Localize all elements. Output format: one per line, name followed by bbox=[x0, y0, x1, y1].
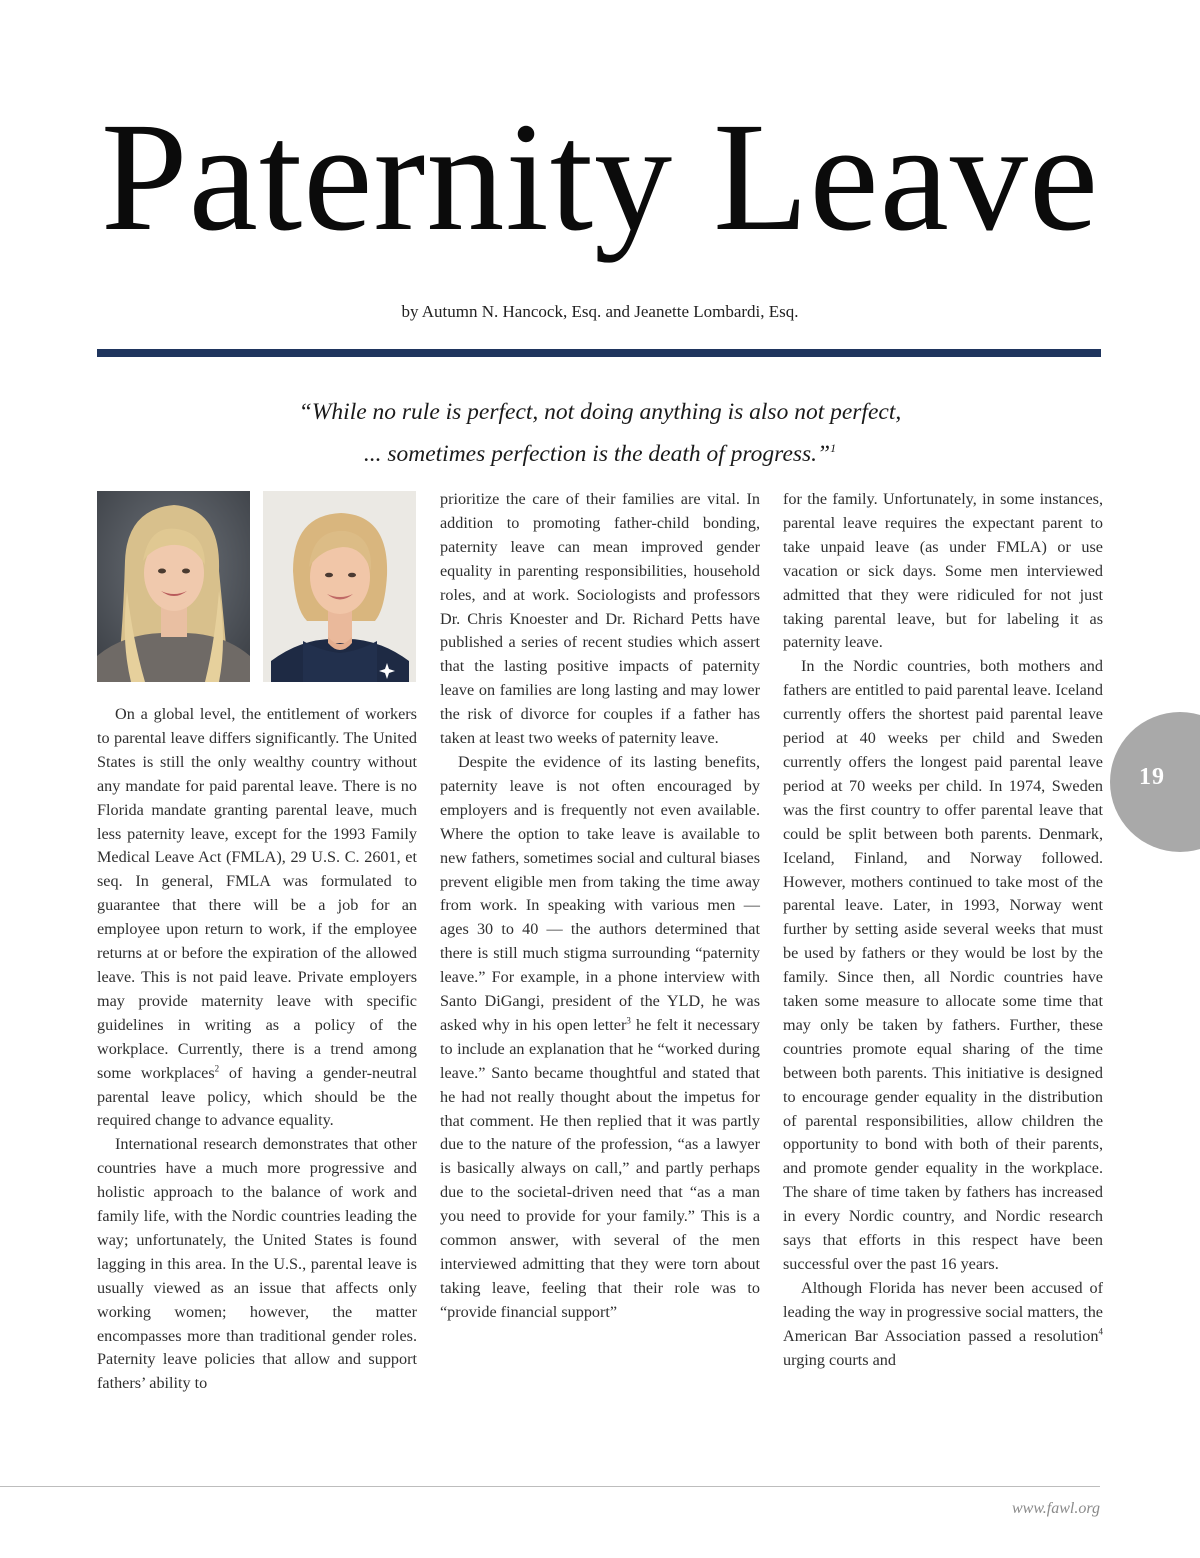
body-text: he felt it necessary to include an explanation that he “worked during leave.” Santo became thoughtful and stated that he had not really thought about the impetus for that comment. He then replied that it was partly due to the nature of the profession, “as a lawyer is basically always on call,” and partly perhaps due to the societal-driven need that “as a man you need to provide for your family.” This is a common answer, with several of the men interviewed admitting that they were torn about taking leave, feeling that their role was to “provide financial support” bbox=[440, 1015, 761, 1321]
body-paragraph bbox=[783, 488, 1103, 655]
body-text: of having a gender-neutral parental leave policy, which should be the required change to advance equality. bbox=[97, 1063, 417, 1130]
body-text: urging courts and bbox=[783, 1350, 896, 1369]
body-text: prioritize the care of their families are vital. In addition to promoting father-child bonding, paternity leave can mean improved gender equality in parenting responsibilities, household roles, and at work. Sociologists and professors Dr. Chris Knoester and Dr. Richard Petts have published a series of recent studies which assert that the lasting positive impacts of paternity leave on families are long lasting and may lower the risk of divorce for couples if a father has taken at least two weeks of paternity leave. bbox=[440, 490, 760, 748]
body-text: In the Nordic countries, both mothers and fathers are entitled to paid parental leave. Iceland currently offers the shortest paid parental leave period at 40 weeks per child and Sweden currently offers the longest paid parental leave period at 70 weeks per child. In 1974, Sweden was the first country to offer parental leave that could be split between both parents. Denmark, Iceland, Finland, and Norway followed. However, mothers continued to take most of the parental leave. Later, in 1993, Norway went further by setting aside several weeks that must be used by fathers or they would be lost by the family. Since then, all Nordic countries have taken some measure to allocate some time that may only be taken by fathers. Further, these countries promote equal sharing of the time between both parents. This initiative is designed to encourage gender equality in the distribution of parental responsibilities, allow children the opportunity to bond with both of their parents, and promote gender equality in the workplace. The share of time taken by fathers has increased in every Nordic country, and Nordic research says that efforts in this respect have been successful over the past 16 years. bbox=[783, 657, 1103, 1273]
body-paragraph bbox=[440, 751, 760, 1325]
body-column-1 bbox=[97, 703, 417, 1396]
body-paragraph bbox=[97, 1133, 417, 1396]
body-paragraph bbox=[97, 703, 417, 1133]
pull-quote-line-2 bbox=[100, 430, 1100, 472]
title-divider bbox=[97, 349, 1101, 357]
body-paragraph bbox=[440, 488, 760, 751]
page-number: 19 bbox=[1139, 764, 1165, 790]
pull-quote bbox=[100, 394, 1100, 472]
footer-divider bbox=[0, 1486, 1100, 1487]
body-paragraph bbox=[783, 1277, 1103, 1373]
body-text: Although Florida has never been accused of leading the way in progressive social matters, the American Bar Association passed a resolution bbox=[783, 1278, 1103, 1345]
body-column-3 bbox=[783, 488, 1103, 1373]
footnote-marker-2: 2 bbox=[214, 1063, 220, 1074]
body-text: Despite the evidence of its lasting benefits, paternity leave is not often encouraged by employers and is frequently not even available. Where the option to take leave is available to new fathers, sometimes social and cultural biases prevent eligible men from taking the time away from work. In speaking with various men — ages 30 to 40 — the authors determined that there is still much stigma surrounding “paternity leave.” For example, in a phone interview with Santo DiGangi, president of the YLD, he was asked why in his open letter bbox=[440, 752, 760, 1034]
footnote-marker-3: 3 bbox=[626, 1015, 631, 1026]
body-paragraph bbox=[783, 655, 1103, 1277]
article-byline: by Autumn N. Hancock, Esq. and Jeanette Lombardi, Esq. bbox=[401, 302, 799, 321]
body-text: International research demonstrates that other countries have a much more progressive and holistic approach to the balance of work and family life, with the Nordic countries leading the way; unfortunately, the United States is found lagging in this area. In the U.S., parental leave is usually viewed as an issue that affects only working women; however, the matter encompasses more than traditional gender roles. Paternity leave policies that allow and support fathers’ ability to bbox=[97, 1135, 417, 1393]
author-photo-lombardi bbox=[263, 491, 416, 682]
author-photo-hancock bbox=[97, 491, 250, 682]
footnote-marker-1: 1 bbox=[830, 441, 837, 455]
body-text: On a global level, the entitlement of workers to parental leave differs significantly. The United States is still the only wealthy country without any mandate for paid parental leave. There is no Florida mandate granting parental leave, much less paternity leave, except for the 1993 Family Medical Leave Act (FMLA), 29 U.S. C. 2601, et seq. In general, FMLA was formulated to guarantee that there will be a job for an employee upon return to work, if the employee returns at or before the expiration of the allowed leave. This is not paid leave. Private employers may provide maternity leave with specific guidelines in writing as a policy of the workplace. Currently, there is a trend among some workplaces bbox=[97, 705, 417, 1082]
pull-quote-line-1: “While no rule is perfect, not doing anything is also not perfect, bbox=[298, 399, 902, 425]
article-title: Paternity Leave bbox=[100, 90, 1100, 263]
body-column-2 bbox=[440, 488, 760, 1325]
footer-url: www.fawl.org bbox=[1011, 1500, 1100, 1517]
pull-quote-line-2-text: ... sometimes perfection is the death of progress.” bbox=[363, 440, 831, 467]
body-text: for the family. Unfortunately, in some instances, parental leave requires the expectant parent to take unpaid leave (as under FMLA) or use vacation or sick days. Some men interviewed admitted that they were ridiculed for not just taking parental leave, but for labeling it as paternity leave. bbox=[783, 490, 1103, 652]
footnote-marker-4: 4 bbox=[1098, 1326, 1103, 1337]
